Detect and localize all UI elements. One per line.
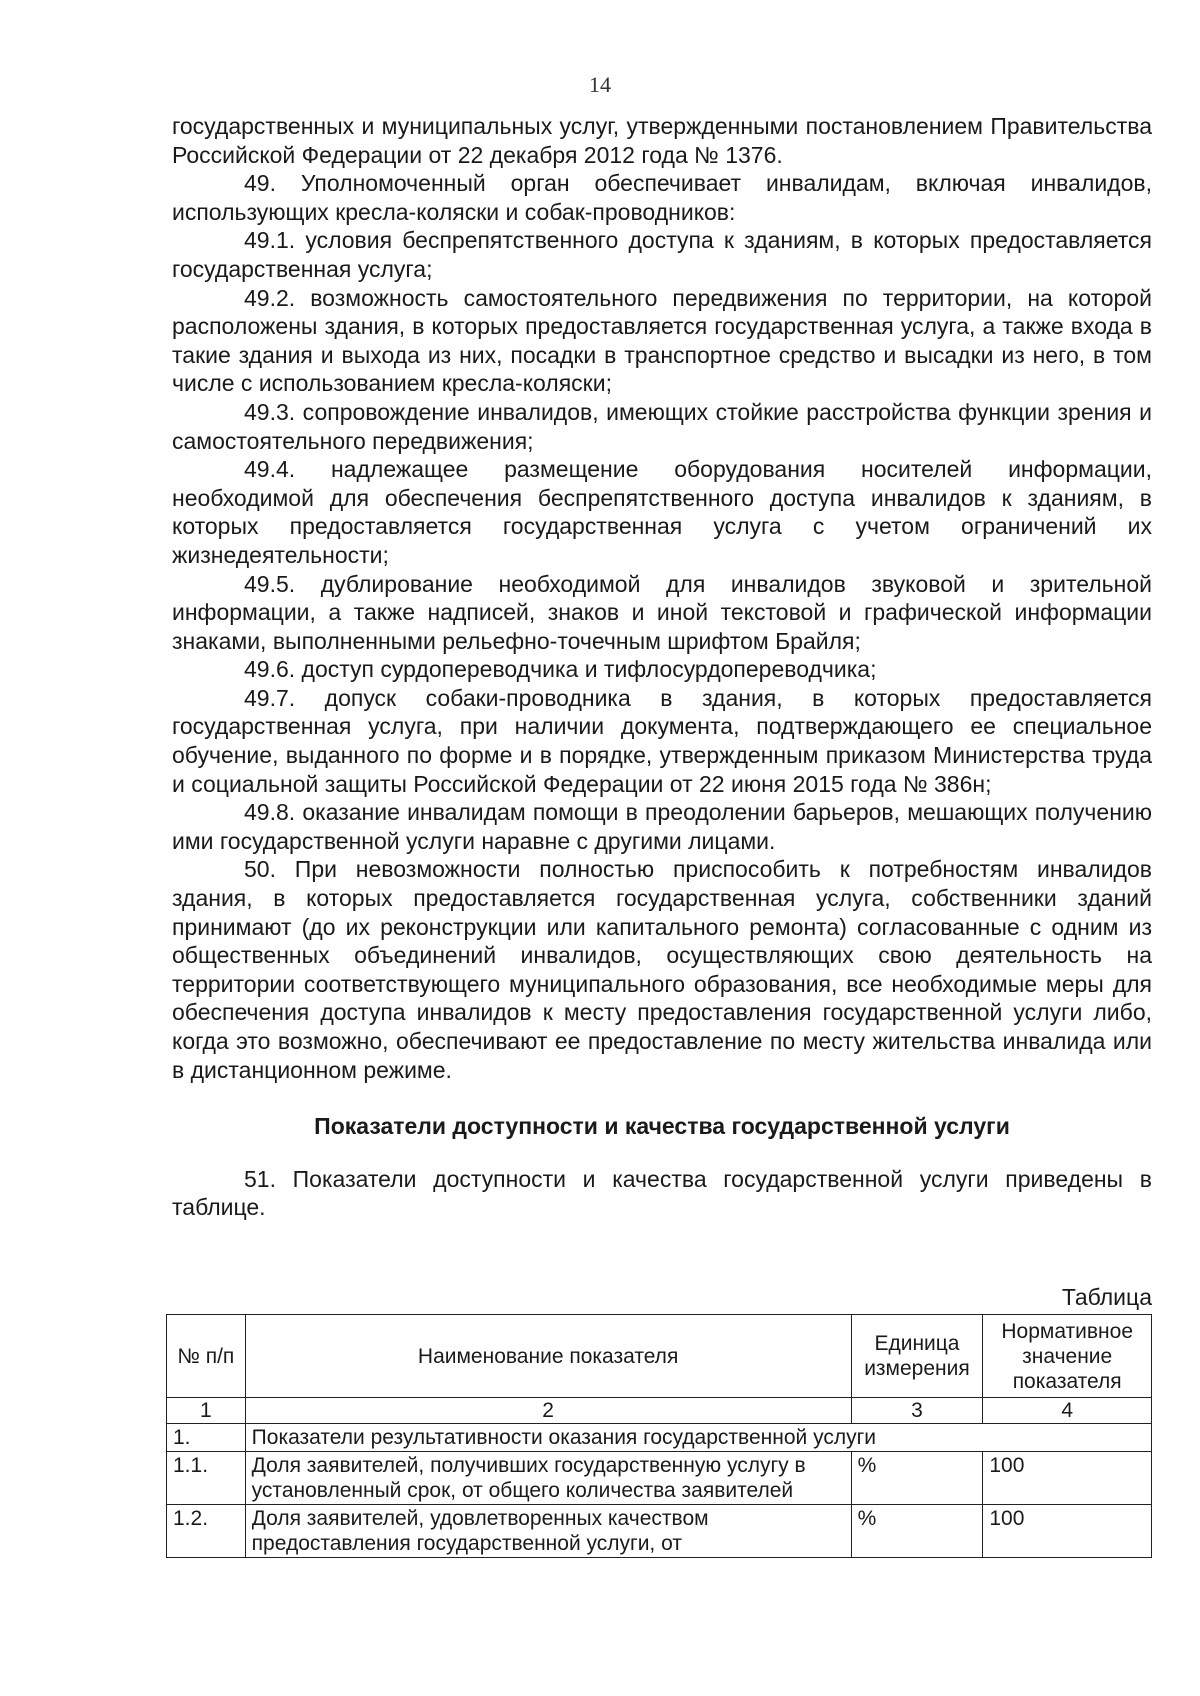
table-header-row [167,1315,1152,1398]
row-name-text: Доля заявителей, удовлетворенных качеством предоставления государственной услуги, от [251,1507,709,1555]
column-number: 1 [167,1398,246,1424]
document-body [172,112,1152,1222]
header-cell-value: Нормативное значение показателя [983,1315,1152,1398]
row-unit: % [851,1452,983,1505]
table-row [167,1505,1152,1558]
paragraph: 49.7. допуск собаки-проводника в здания, в которых предоставляется государственная услуга, при наличии документа, подтверждающего ее специальное обучение, выданного по форме и в порядке, утвержденным приказом Министерства труда и социальной защиты Российской Федерации от 22 июня 2015 года № 386н; [172,684,1152,797]
paragraph: 49.5. дублирование необходимой для инвалидов звуковой и зрительной информации, а также надписей, знаков и иной текстовой и графической информации знаками, выполненными рельефно-точечным шрифтом Брайля; [172,570,1152,654]
paragraph: 49.1. условия беспрепятственного доступа к зданиям, в которых предоставляется государственная услуга; [172,227,1152,282]
row-name [245,1505,851,1558]
row-value: 100 [983,1505,1152,1558]
page-number: 14 [589,72,611,97]
table-row [167,1452,1152,1505]
header-cell-number: № п/п [167,1315,246,1398]
group-title: Показатели результативности оказания государственной услуги [245,1424,1151,1452]
paragraph: 49.6. доступ сурдопереводчика и тифлосурдопереводчика; [244,656,877,683]
column-number: 3 [851,1398,983,1424]
row-value: 100 [983,1452,1152,1505]
paragraph: 49.2. возможность самостоятельного передвижения по территории, на которой расположены здания, в которых предоставляется государственная услуга, а также входа в такие здания и выхода из них, посадки в транспортное средство и высадки из него, в том числе с использованием кресла-коляски; [172,284,1152,397]
row-unit: % [851,1505,983,1558]
paragraph: 49.8. оказание инвалидам помощи в преодолении барьеров, мешающих получению ими государственной услуги наравне с другими лицами. [172,799,1152,854]
table-group-row [167,1424,1152,1452]
header-cell-name: Наименование показателя [245,1315,851,1398]
group-number: 1. [167,1424,246,1452]
indicators-table [166,1314,1152,1558]
column-number-row [167,1398,1152,1424]
column-number: 4 [983,1398,1152,1424]
row-number: 1.1. [167,1452,246,1505]
paragraph: 51. Показатели доступности и качества государственной услуги приведены в таблице. [172,1165,1152,1221]
row-number: 1.2. [167,1505,246,1558]
table-caption: Таблица [1061,1284,1152,1310]
row-name: Доля заявителей, получивших государственную услугу в установленный срок, от общего количества заявителей [245,1452,851,1505]
paragraph: 49.4. надлежащее размещение оборудования носителей информации, необходимой для обеспечения беспрепятственного доступа инвалидов к зданиям, в которых предоставляется государственная услуга с учетом ограничений их жизнедеятельности; [172,456,1152,568]
paragraph: 49. Уполномоченный орган обеспечивает инвалидам, включая инвалидов, использующих кресла-коляски и собак-проводников: [172,170,1152,225]
column-number: 2 [245,1398,851,1424]
paragraph: 49.3. сопровождение инвалидов, имеющих стойкие расстройства функции зрения и самостоятельного передвижения; [172,398,1152,454]
paragraph: государственных и муниципальных услуг, утвержденными постановлением Правительства Российской Федерации от 22 декабря 2012 года № 1376. [172,113,1152,168]
section-heading: Показатели доступности и качества государственной услуги [314,1113,1010,1140]
paragraph: 50. При невозможности полностью приспособить к потребностям инвалидов здания, в которых предоставляется государственная услуга, собственники зданий принимают (до их реконструкции или капитального ремонта) согласованные с одним из общественных объединений инвалидов, осуществляющих свою деятельность на территории соответствующего муниципального образования, все необходимые меры для обеспечения доступа инвалидов к месту предоставления государственной услуги либо, когда это возможно, обеспечивают ее предоставление по месту жительства инвалида или в дистанционном режиме. [172,856,1152,1083]
header-cell-unit: Единица измерения [851,1315,983,1398]
